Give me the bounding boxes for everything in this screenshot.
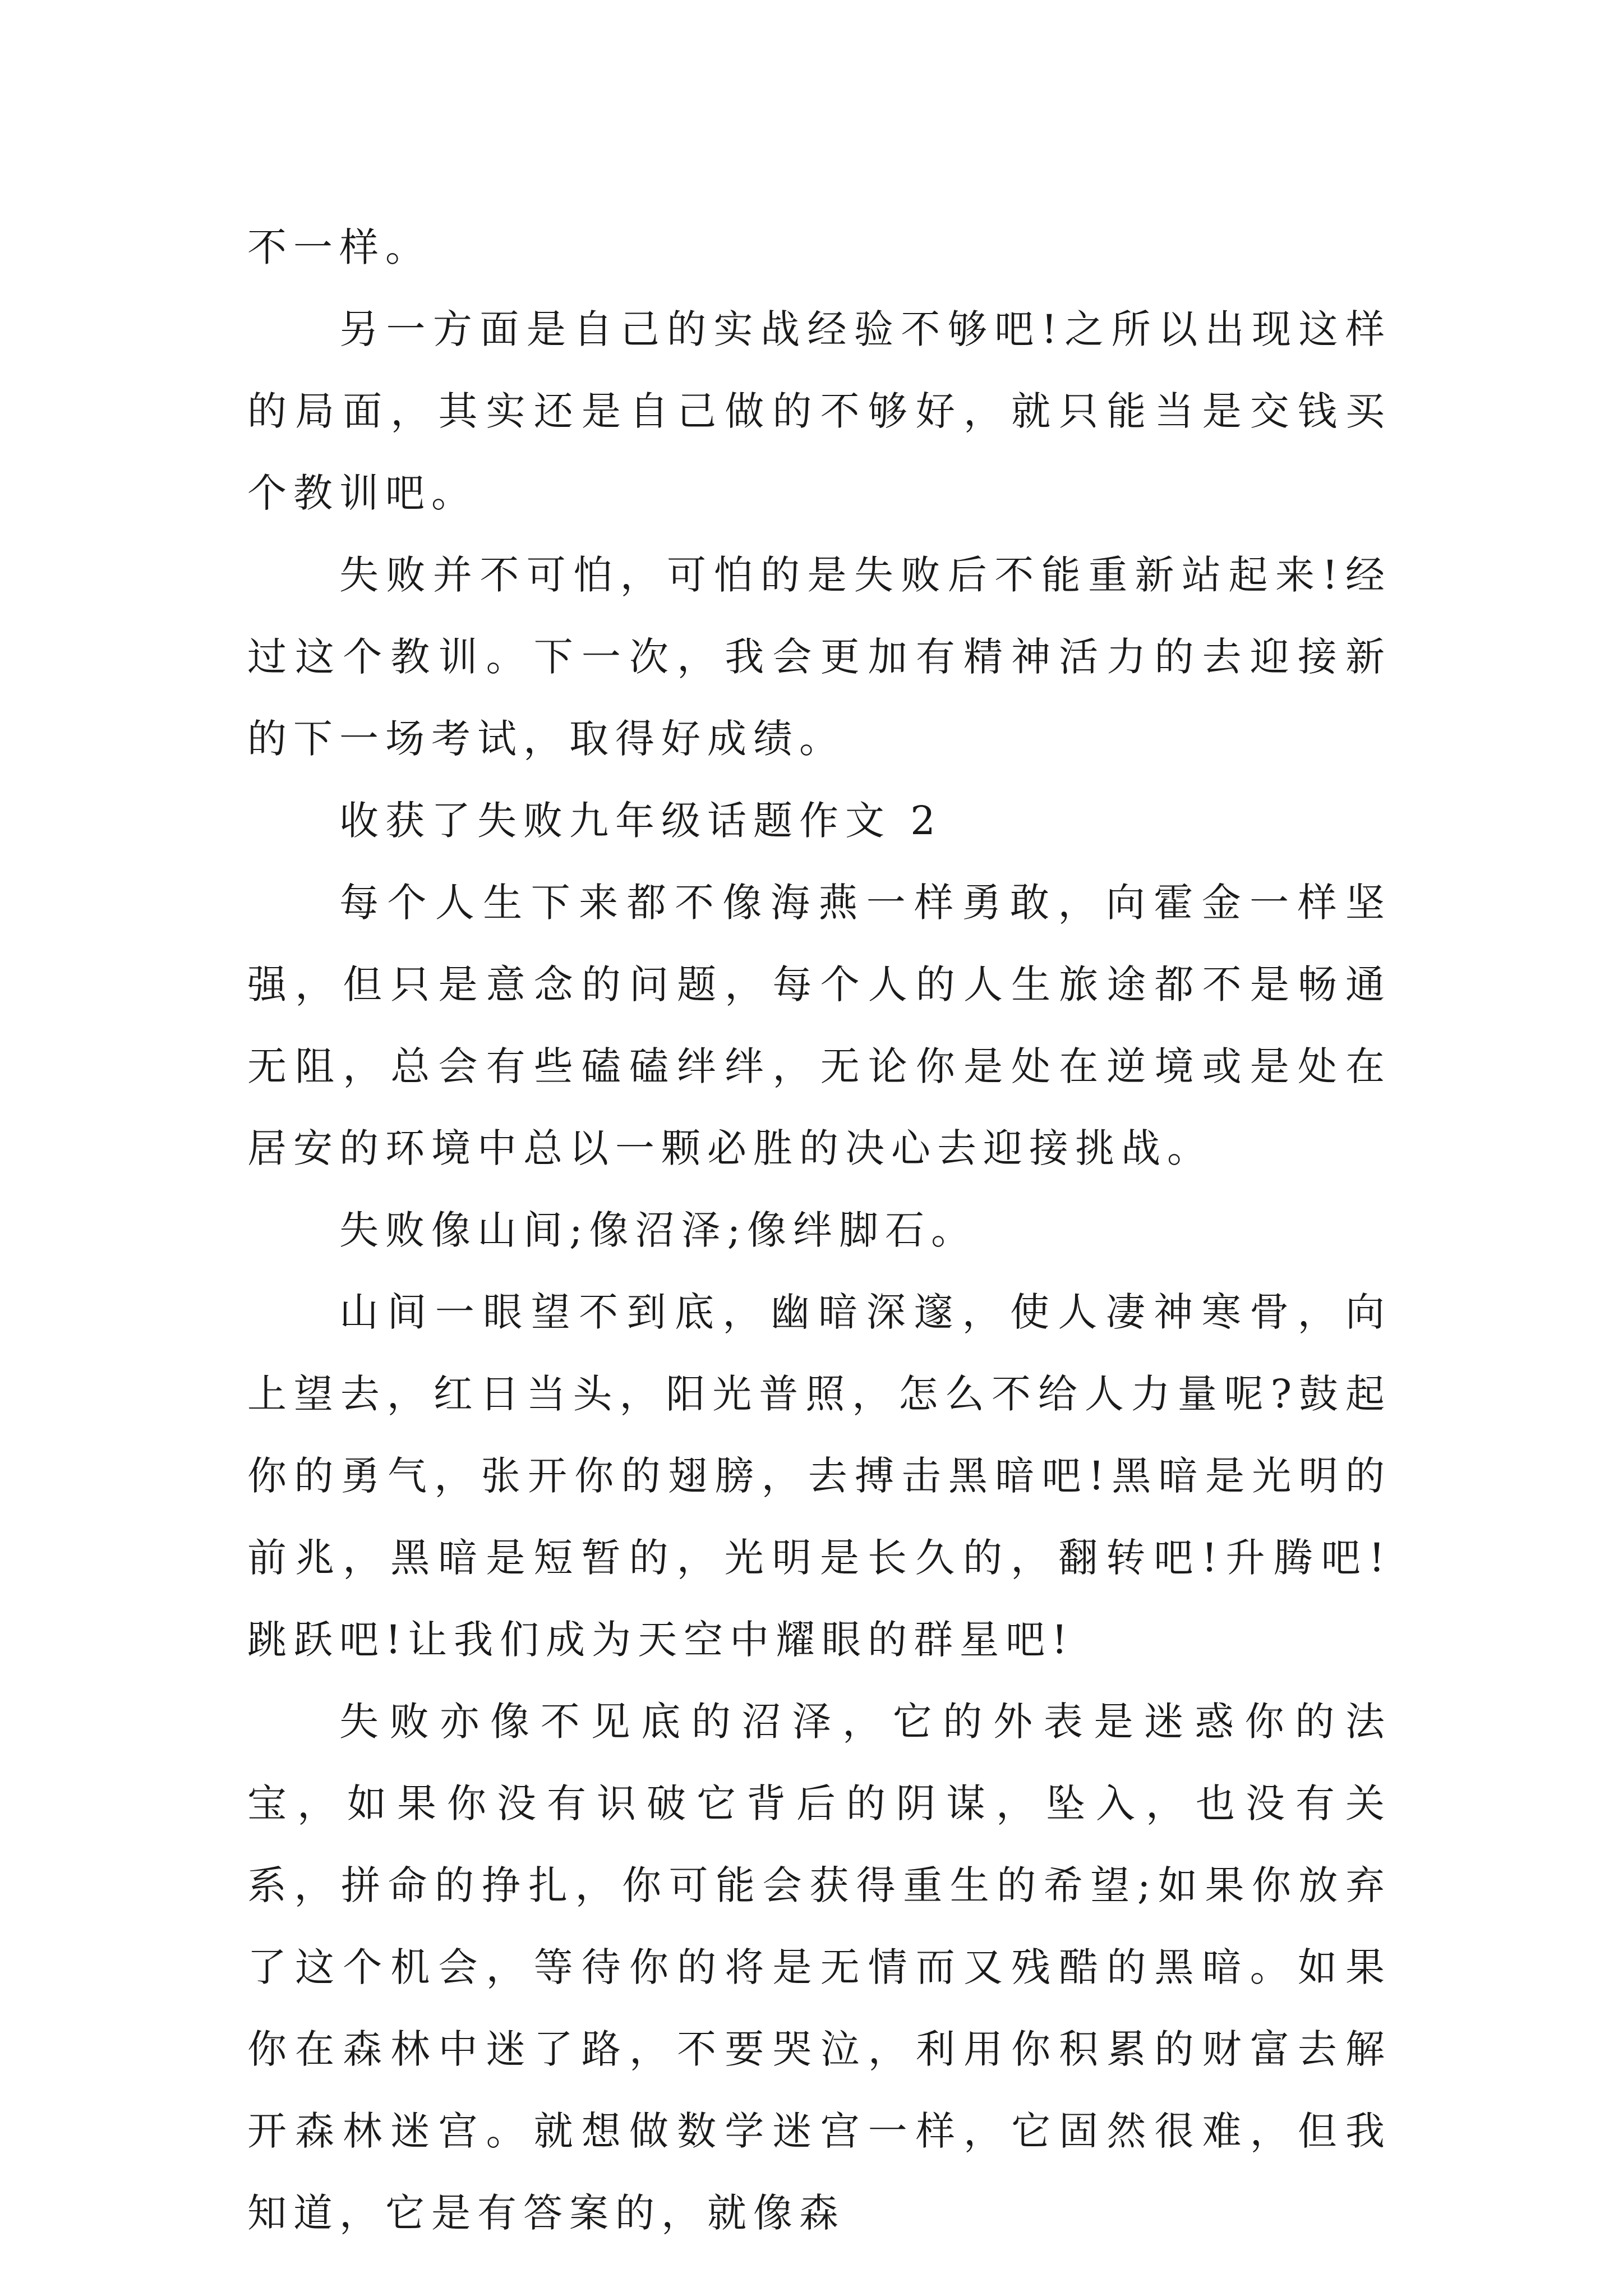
section-heading: 收获了失败九年级话题作文 2 [339, 798, 942, 844]
paragraph: 山间一眼望不到底，幽暗深邃，使人凄神寒骨，向上望去，红日当头，阳光普照，怎么不给人力量呢?鼓起你的勇气，张开你的翅膀，去搏击黑暗吧!黑暗是光明的前兆，黑暗是短暂的，光明是长久的，翻转吧!升腾吧!跳跃吧!让我们成为天空中耀眼的群星吧! [247, 1289, 1391, 1663]
paragraph: 失败像山间;像沼泽;像绊脚石。 [339, 1207, 978, 1253]
paragraph: 不一样。 [247, 224, 431, 270]
paragraph: 失败并不可怕，可怕的是失败后不能重新站起来!经过这个教训。下一次，我会更加有精神活力的去迎接新的下一场考试，取得好成绩。 [247, 552, 1391, 762]
paragraph: 失败亦像不见底的沼泽，它的外表是迷惑你的法宝，如果你没有识破它背后的阴谋，坠入，也没有关系，拼命的挣扎，你可能会获得重生的希望;如果你放弃了这个机会，等待你的将是无情而又残酷的黑暗。如果你在森林中迷了路，不要哭泣，利用你积累的财富去解开森林迷宫。就想做数学迷宫一样，它固然很难，但我知道，它是有答案的，就像森 [247, 1699, 1391, 2236]
document-body [247, 206, 1391, 2254]
paragraph: 每个人生下来都不像海燕一样勇敢，向霍金一样坚强，但只是意念的问题，每个人的人生旅途都不是畅通无阻，总会有些磕磕绊绊，无论你是处在逆境或是处在居安的环境中总以一颗必胜的决心去迎接挑战。 [247, 880, 1391, 1171]
paragraph: 另一方面是自己的实战经验不够吧!之所以出现这样的局面，其实还是自己做的不够好，就只能当是交钱买个教训吧。 [247, 306, 1391, 516]
